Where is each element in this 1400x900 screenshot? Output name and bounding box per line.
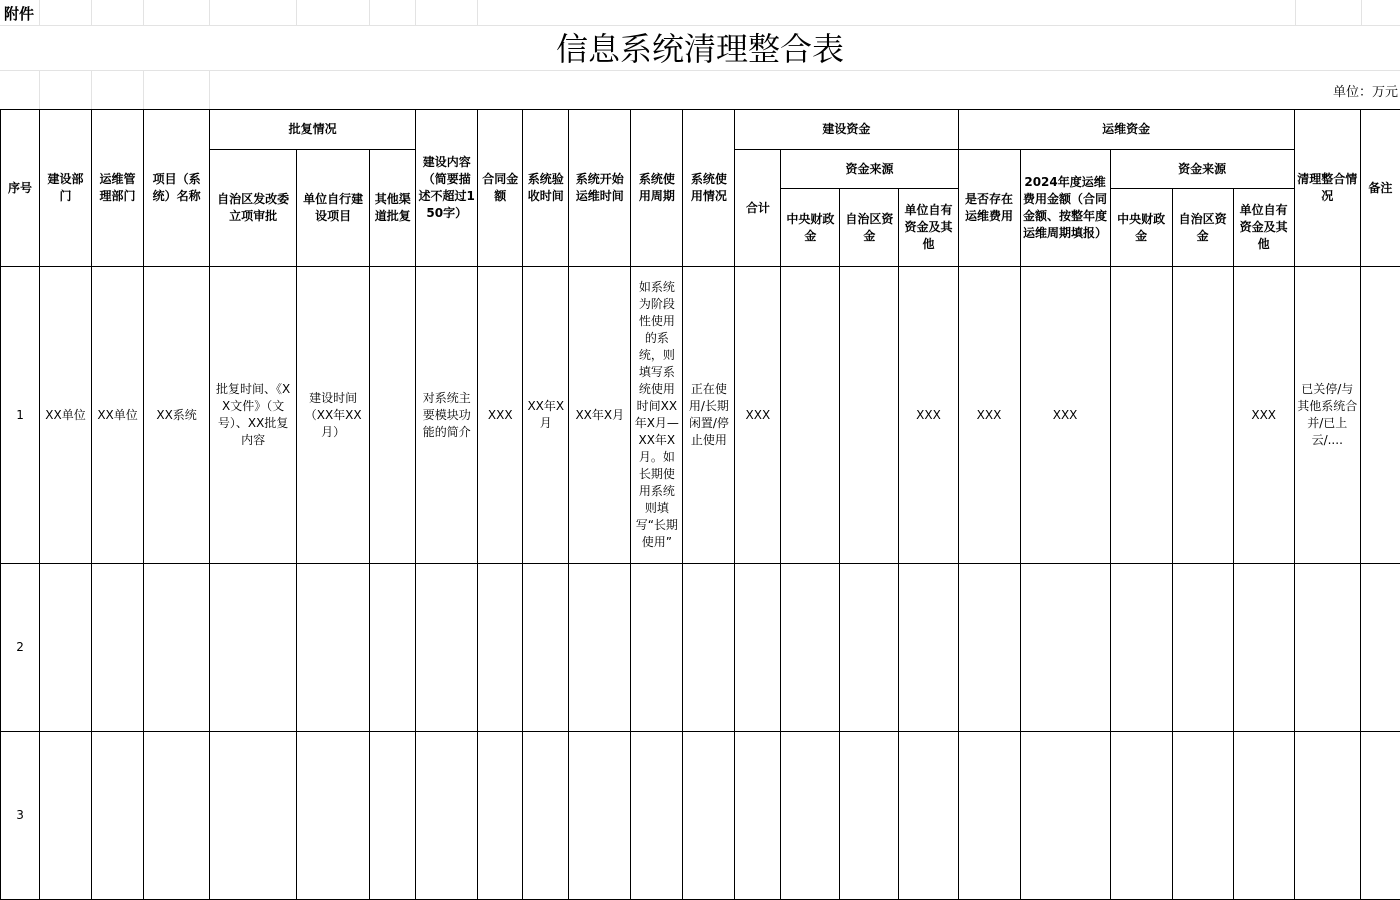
cell-build-self[interactable]: XXX (899, 267, 958, 564)
cell-ops-region[interactable] (1172, 564, 1233, 732)
header-ops-start-time: 系统开始运维时间 (569, 110, 631, 267)
cell-ops-self[interactable] (1233, 732, 1294, 900)
cell-ops-2024[interactable] (1020, 564, 1110, 732)
cell-approval-ndrc[interactable] (210, 564, 297, 732)
unit-label: 单位：万元 (1332, 85, 1398, 100)
header-ops-region: 自治区资金 (1172, 189, 1233, 267)
grid-line (209, 71, 210, 109)
cell-build-total[interactable]: XXX (735, 267, 781, 564)
grid-line (39, 71, 40, 109)
cell-ops-self[interactable]: XXX (1233, 267, 1294, 564)
cell-build-total[interactable] (735, 564, 781, 732)
cell-project-name[interactable] (144, 732, 210, 900)
cell-seq[interactable]: 1 (1, 267, 40, 564)
header-usage-period: 系统使用周期 (631, 110, 683, 267)
cell-usage-period[interactable]: 如系统为阶段性使用的系统，则填写系统使用时间XX年X月—XX年X月。如长期使用系统则填写“长期使用” (631, 267, 683, 564)
header-build-sources: 资金来源 (781, 150, 958, 189)
cell-remarks[interactable] (1360, 732, 1400, 900)
header-ops-2024: 2024年度运维费用金额（合同金额、按整年度运维周期填报） (1020, 150, 1110, 267)
cell-ops-dept[interactable] (92, 732, 144, 900)
cell-cleanup[interactable] (1294, 732, 1360, 900)
header-ops-dept: 运维管理部门 (92, 110, 144, 267)
grid-line (1361, 0, 1362, 25)
cell-usage-status[interactable]: 正在使用/长期闲置/停止使用 (683, 267, 735, 564)
cell-ops-start-time[interactable] (569, 564, 631, 732)
cell-ops-start-time[interactable]: XX年X月 (569, 267, 631, 564)
header-approval-ndrc: 自治区发改委立项审批 (210, 150, 297, 267)
cell-build-self[interactable] (899, 564, 958, 732)
cell-ops-central[interactable] (1110, 564, 1172, 732)
cell-ops-exists[interactable]: XXX (958, 267, 1020, 564)
cell-project-name[interactable]: XX系统 (144, 267, 210, 564)
cell-build-total[interactable] (735, 732, 781, 900)
header-cleanup: 清理整合情况 (1294, 110, 1360, 267)
cell-seq[interactable]: 3 (1, 732, 40, 900)
header-ops-sources: 资金来源 (1110, 150, 1294, 189)
cell-seq[interactable]: 2 (1, 564, 40, 732)
cell-acceptance-time[interactable] (523, 564, 569, 732)
header-acceptance-time: 系统验收时间 (523, 110, 569, 267)
cell-content[interactable] (416, 732, 478, 900)
cell-approval-other[interactable] (370, 267, 416, 564)
cell-usage-period[interactable] (631, 732, 683, 900)
header-contract-amount: 合同金额 (478, 110, 523, 267)
cell-contract-amount[interactable] (478, 564, 523, 732)
grid-line (39, 0, 40, 25)
cell-approval-other[interactable] (370, 564, 416, 732)
cell-ops-region[interactable] (1172, 267, 1233, 564)
grid-line (477, 0, 478, 25)
cell-usage-status[interactable] (683, 564, 735, 732)
cell-ops-exists[interactable] (958, 564, 1020, 732)
cell-approval-ndrc[interactable] (210, 732, 297, 900)
header-build-region: 自治区资金 (840, 189, 899, 267)
grid-line (369, 0, 370, 25)
header-content: 建设内容（简要描述不超过150字） (416, 110, 478, 267)
cell-ops-exists[interactable] (958, 732, 1020, 900)
cell-build-region[interactable] (840, 732, 899, 900)
cell-acceptance-time[interactable] (523, 732, 569, 900)
cell-build-central[interactable] (781, 732, 840, 900)
cell-approval-unit[interactable] (297, 564, 370, 732)
cell-content[interactable]: 对系统主要模块功能的简介 (416, 267, 478, 564)
cell-ops-2024[interactable] (1020, 732, 1110, 900)
cell-build-dept[interactable] (40, 732, 92, 900)
header-ops-exists: 是否存在运维费用 (958, 150, 1020, 267)
cell-ops-dept[interactable] (92, 564, 144, 732)
cell-contract-amount[interactable]: XXX (478, 267, 523, 564)
header-build-central: 中央财政金 (781, 189, 840, 267)
cell-approval-unit[interactable]: 建设时间（XX年XX月） (297, 267, 370, 564)
cell-ops-central[interactable] (1110, 732, 1172, 900)
cell-usage-status[interactable] (683, 732, 735, 900)
cleanup-table (0, 109, 1400, 900)
cell-acceptance-time[interactable]: XX年X月 (523, 267, 569, 564)
cell-approval-unit[interactable] (297, 732, 370, 900)
cell-build-self[interactable] (899, 732, 958, 900)
cell-ops-region[interactable] (1172, 732, 1233, 900)
header-seq: 序号 (1, 110, 40, 267)
header-build-funds: 建设资金 (735, 110, 958, 150)
cell-build-region[interactable] (840, 564, 899, 732)
cell-build-dept[interactable] (40, 564, 92, 732)
header-ops-central: 中央财政金 (1110, 189, 1172, 267)
cell-ops-dept[interactable]: XX单位 (92, 267, 144, 564)
cell-project-name[interactable] (144, 564, 210, 732)
attachment-label: 附件 (4, 5, 35, 23)
cell-usage-period[interactable] (631, 564, 683, 732)
cell-ops-central[interactable] (1110, 267, 1172, 564)
cell-ops-2024[interactable]: XXX (1020, 267, 1110, 564)
grid-line (296, 0, 297, 25)
table-row (1, 564, 1400, 732)
cell-approval-ndrc[interactable]: 批复时间、《XX文件》（文号）、XX批复内容 (210, 267, 297, 564)
cell-build-dept[interactable]: XX单位 (40, 267, 92, 564)
header-project-name: 项目（系统）名称 (144, 110, 210, 267)
header-usage-status: 系统使用情况 (683, 110, 735, 267)
cell-approval-other[interactable] (370, 732, 416, 900)
grid-line (415, 0, 416, 25)
grid-line (91, 0, 92, 25)
grid-line (143, 71, 144, 109)
cell-build-region[interactable] (840, 267, 899, 564)
table-row (1, 732, 1400, 900)
header-approval: 批复情况 (210, 110, 416, 150)
cell-build-central[interactable] (781, 267, 840, 564)
grid-line (143, 0, 144, 25)
header-build-dept: 建设部门 (40, 110, 92, 267)
cell-remarks[interactable] (1360, 267, 1400, 564)
header-ops-self: 单位自有资金及其他 (1233, 189, 1294, 267)
cell-content[interactable] (416, 564, 478, 732)
header-approval-unit: 单位自行建设项目 (297, 150, 370, 267)
cell-ops-start-time[interactable] (569, 732, 631, 900)
cell-remarks[interactable] (1360, 564, 1400, 732)
cell-contract-amount[interactable] (478, 732, 523, 900)
header-remarks: 备注 (1360, 110, 1400, 267)
page-title: 信息系统清理整合表 (555, 30, 844, 68)
grid-line (91, 71, 92, 109)
cell-build-central[interactable] (781, 564, 840, 732)
header-build-self: 单位自有资金及其他 (899, 189, 958, 267)
header-ops-funds: 运维资金 (958, 110, 1294, 150)
table-row (1, 267, 1400, 564)
cell-cleanup[interactable] (1294, 564, 1360, 732)
cell-ops-self[interactable] (1233, 564, 1294, 732)
cell-cleanup[interactable]: 已关停/与其他系统合并/已上云/.... (1294, 267, 1360, 564)
grid-line (1295, 0, 1296, 25)
header-build-total: 合计 (735, 150, 781, 267)
header-approval-other: 其他渠道批复 (370, 150, 416, 267)
grid-line (209, 0, 210, 25)
